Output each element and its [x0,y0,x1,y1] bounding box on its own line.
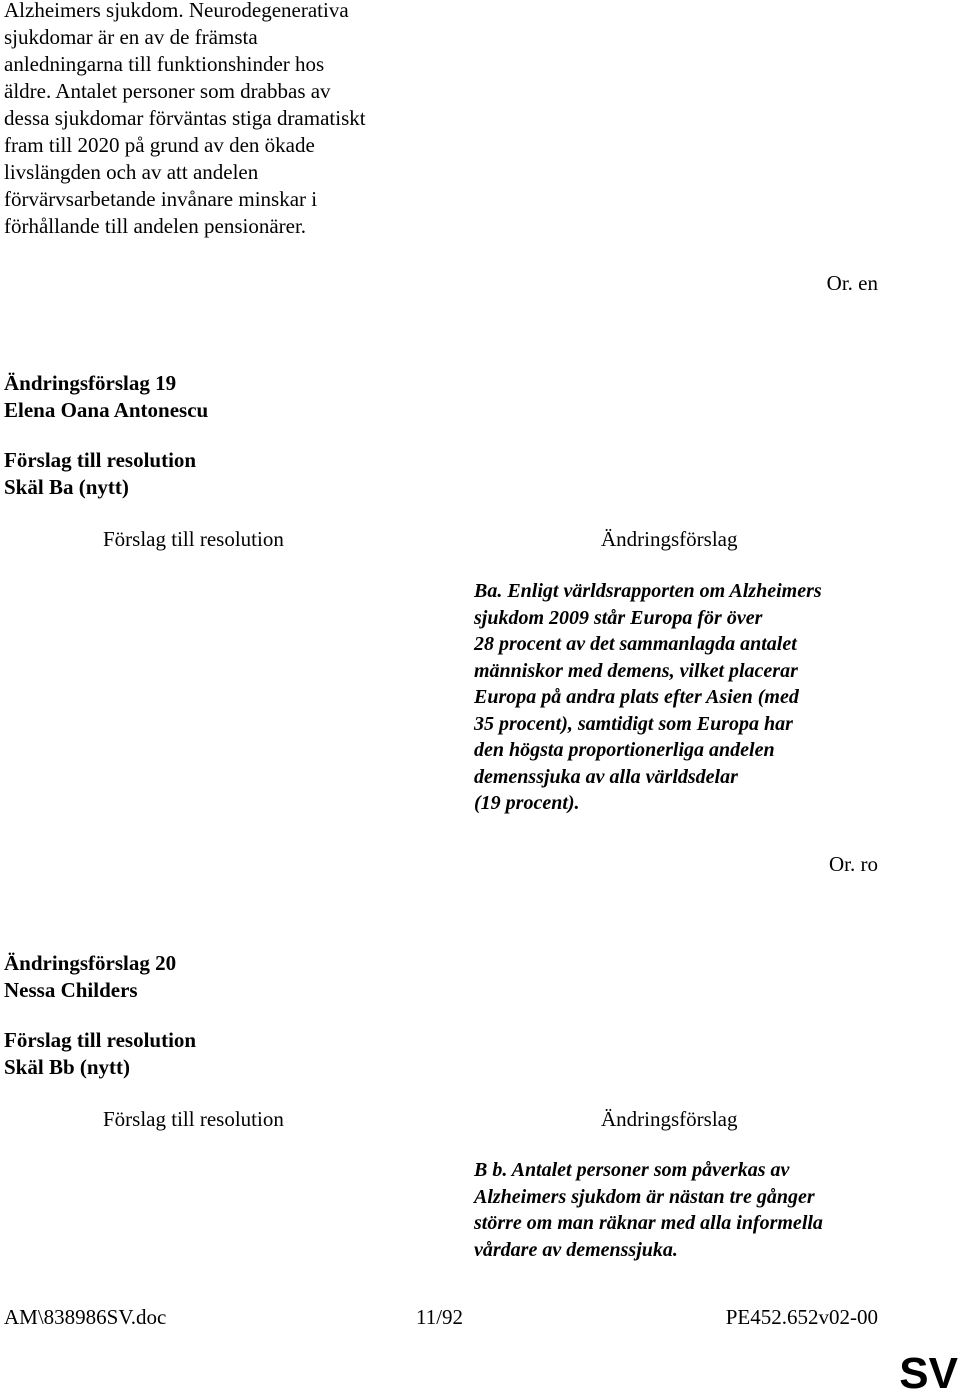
intro-line: dessa sjukdomar förväntas stiga dramatiskt [4,106,366,130]
footer-page-number: 11/92 [416,1305,464,1329]
intro-line: Alzheimers sjukdom. Neurodegenerativa [4,0,349,22]
amendment-text-line: demenssjuka av alla världsdelar [474,765,738,788]
amendment-title: Ändringsförslag 19 [4,371,177,395]
amendment-author: Nessa Childers [4,978,138,1002]
amendment-title: Ändringsförslag 20 [4,951,177,975]
amendment-text-line: sjukdom 2009 står Europa för över [474,606,763,629]
amendment-text-line: större om man räknar med alla informella [474,1212,823,1234]
column-heading-original: Förslag till resolution [103,527,284,551]
amendment-section: Skäl Ba (nytt) [4,475,129,499]
intro-line: förhållande till andelen pensionärer. [4,214,307,238]
amendment-document: Förslag till resolution [4,448,197,472]
amendment-text-line: Europa på andra plats efter Asien (med [474,686,799,708]
intro-line: fram till 2020 på grund av den ökade [4,133,315,157]
amendment-text-line: B b. Antalet personer som påverkas av [474,1159,790,1181]
amendment-text-line: 35 procent), samtidigt som Europa har [474,712,793,735]
column-heading-amendment: Ändringsförslag [601,1107,738,1131]
amendment-target [4,447,196,501]
amendment-text-line: (19 procent). [474,792,580,814]
original-language-note: Or. en [826,271,878,295]
amendment-target [4,1027,196,1081]
amendment-text-line: vårdare av demenssjuka. [474,1238,678,1261]
intro-line: äldre. Antalet personer som drabbas av [4,79,331,103]
amendment-header [4,370,208,424]
amendment-section: Skäl Bb (nytt) [4,1055,131,1079]
amendment-document: Förslag till resolution [4,1028,197,1052]
intro-line: livslängden och av att andelen [4,160,259,184]
amendment-text-line: Ba. Enligt världsrapporten om Alzheimers [474,580,822,602]
column-heading-original: Förslag till resolution [103,1107,284,1131]
intro-line: sjukdomar är en av de främsta [4,25,258,49]
column-heading-amendment: Ändringsförslag [601,527,738,551]
intro-line: förvärvsarbetande invånare minskar i [4,187,318,211]
language-code: SV [899,1349,958,1398]
original-language-note: Or. ro [829,852,878,876]
footer-pe-ref: PE452.652v02-00 [725,1305,878,1329]
amendment-author: Elena Oana Antonescu [4,398,209,422]
amendment-text-line: människor med demens, vilket placerar [474,659,798,682]
amendment-text-line: Alzheimers sjukdom är nästan tre gånger [474,1185,815,1208]
amendment-text-line: 28 procent av det sammanlagda antalet [474,633,797,655]
intro-line: anledningarna till funktionshinder hos [4,52,325,76]
amendment-text-line: den högsta proportionerliga andelen [474,739,775,761]
footer-doc-ref: AM\838986SV.doc [4,1305,167,1329]
amendment-text [474,1157,823,1263]
amendment-text [474,578,822,817]
intro-paragraph [4,0,404,240]
amendment-header [4,950,176,1004]
